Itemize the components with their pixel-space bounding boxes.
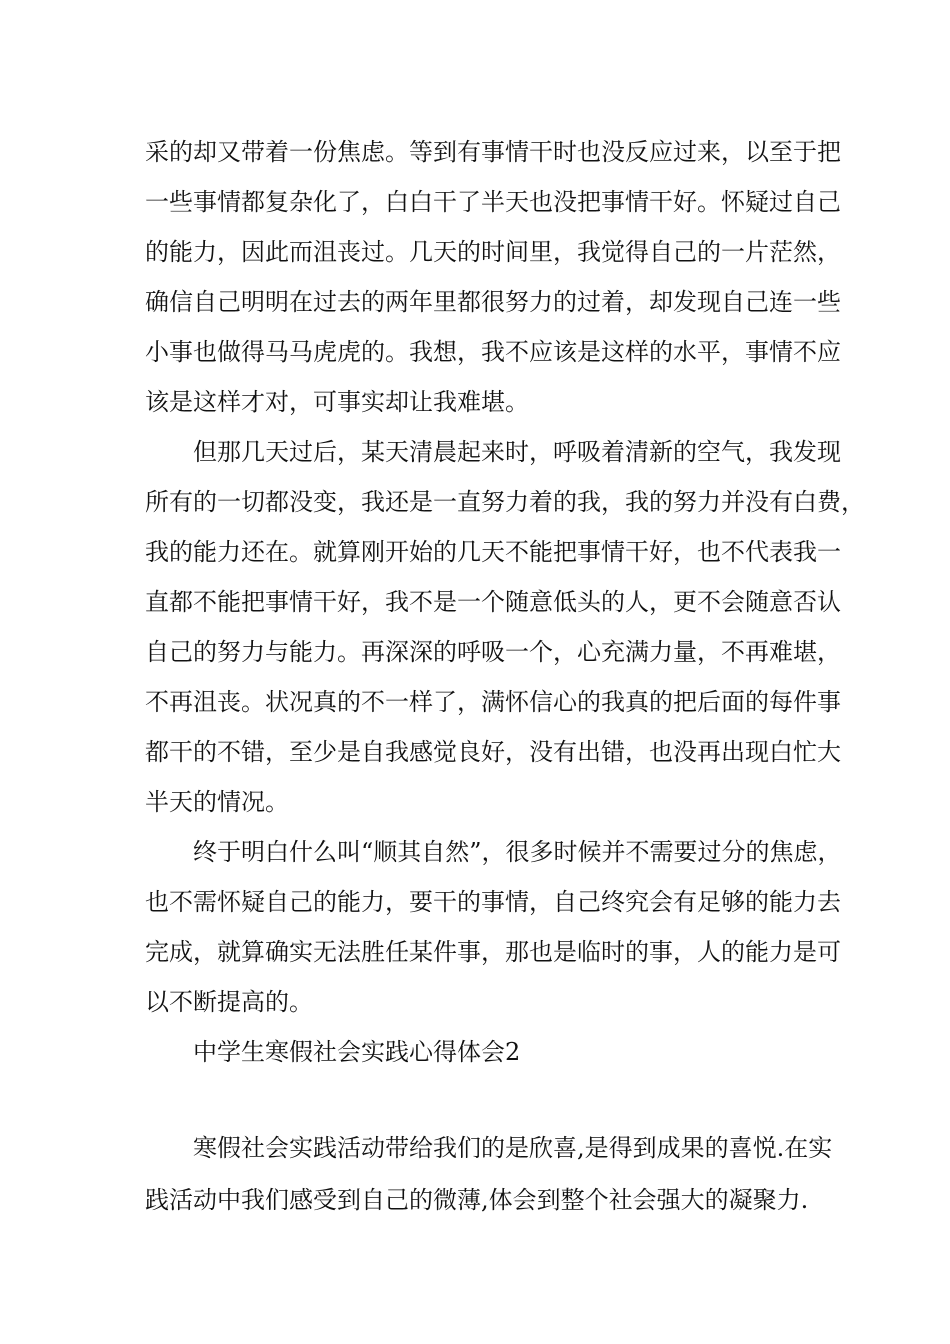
paragraph-line: 不再沮丧。状况真的不一样了，满怀信心的我真的把后面的每件事 xyxy=(145,688,841,716)
paragraph-line: 小事也做得马马虎虎的。我想，我不应该是这样的水平，事情不应 xyxy=(145,338,841,366)
paragraph-line: 自己的努力与能力。再深深的呼吸一个，心充满力量，不再难堪， xyxy=(145,638,841,666)
paragraph-line: 的能力，因此而沮丧过。几天的时间里，我觉得自己的一片茫然， xyxy=(145,238,841,266)
paragraph-line: 确信自己明明在过去的两年里都很努力的过着，却发现自己连一些 xyxy=(145,288,841,316)
paragraph-line: 都干的不错，至少是自我感觉良好，没有出错，也没再出现白忙大 xyxy=(145,738,841,766)
paragraph-line: 也不需怀疑自己的能力，要干的事情，自己终究会有足够的能力去 xyxy=(145,888,841,916)
paragraph-line: 完成，就算确实无法胜任某件事，那也是临时的事，人的能力是可 xyxy=(145,938,841,966)
paragraph-line: 半天的情况。 xyxy=(145,788,289,816)
paragraph-line: 但那几天过后，某天清晨起来时，呼吸着清新的空气，我发现 xyxy=(193,438,841,466)
paragraph-line: 寒假社会实践活动带给我们的是欣喜,是得到成果的喜悦.在实 xyxy=(193,1134,833,1162)
paragraph-line: 所有的一切都没变，我还是一直努力着的我，我的努力并没有白费， xyxy=(145,488,865,516)
paragraph-line: 一些事情都复杂化了，白白干了半天也没把事情干好。怀疑过自己 xyxy=(145,188,841,216)
paragraph-line: 我的能力还在。就算刚开始的几天不能把事情干好，也不代表我一 xyxy=(145,538,841,566)
section-heading: 中学生寒假社会实践心得体会2 xyxy=(193,1038,521,1066)
paragraph-line: 该是这样才对，可事实却让我难堪。 xyxy=(145,388,529,416)
paragraph-line: 以不断提高的。 xyxy=(145,988,313,1016)
paragraph-line: 践活动中我们感受到自己的微薄,体会到整个社会强大的凝聚力. xyxy=(145,1186,809,1214)
paragraph-line: 终于明白什么叫“顺其自然”，很多时候并不需要过分的焦虑， xyxy=(193,838,842,866)
paragraph-line: 采的却又带着一份焦虑。等到有事情干时也没反应过来，以至于把 xyxy=(145,138,841,166)
paragraph-line: 直都不能把事情干好，我不是一个随意低头的人，更不会随意否认 xyxy=(145,588,841,616)
